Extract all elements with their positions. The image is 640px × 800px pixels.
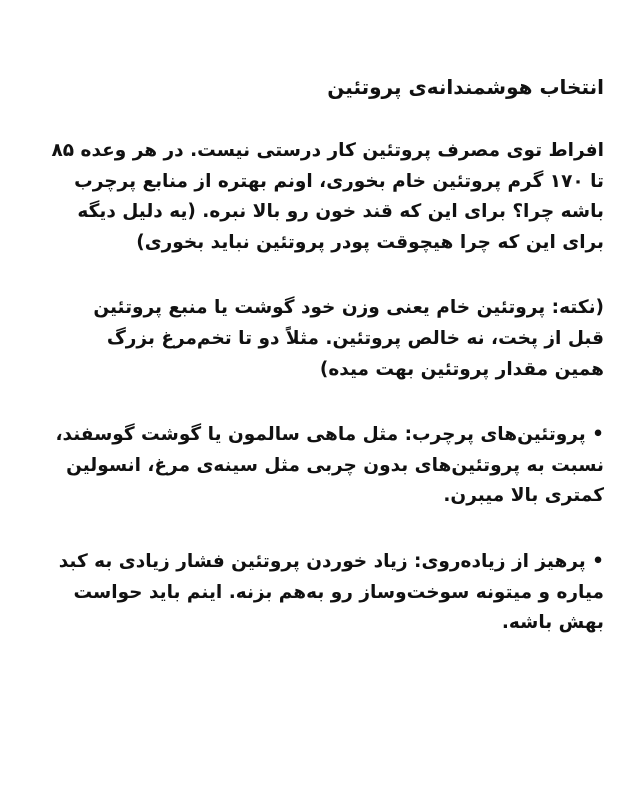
- paragraph-line: بهش باشه.: [501, 612, 604, 634]
- paragraph-line: (نکته: پروتئین خام یعنی وزن خود گوشت یا منبع پروتئین: [93, 297, 604, 319]
- paragraph-line: • پرهیز از زیاده‌روی: زیاد خوردن پروتئین فشار زیادی به کبد: [58, 550, 604, 572]
- paragraph-line: کمتری بالا میبرن.: [443, 485, 604, 507]
- paragraph-avoid-excess: [38, 547, 604, 639]
- paragraph-note: [38, 293, 604, 385]
- paragraph-line: • پروتئین‌های پرچرب: مثل ماهی سالمون یا گوشت گوسفند،: [55, 424, 604, 446]
- article-title: انتخاب هوشمندانه‌ی پروتئین: [327, 75, 604, 99]
- paragraph-line: قبل از پخت، نه خالص پروتئین. مثلاً دو تا تخم‌مرغ بزرگ: [106, 327, 604, 349]
- paragraph-protein-amount: [38, 136, 604, 258]
- paragraph-fatty-proteins: [38, 420, 604, 512]
- paragraph-line: برای این که چرا هیچوقت پودر پروتئین نباید بخوری): [136, 231, 604, 253]
- paragraph-line: نسبت به پروتئین‌های بدون چربی مثل سینه‌ی مرغ، انسولین: [66, 454, 604, 476]
- paragraph-line: همین مقدار پروتئین بهت میده): [319, 358, 604, 380]
- paragraph-line: باشه چرا؟ برای این که قند خون رو بالا نبره. (یه دلیل دیگه: [77, 201, 604, 223]
- article: [38, 72, 604, 674]
- paragraph-line: افراط توی مصرف پروتئین کار درستی نیست. در هر وعده ۸۵: [51, 140, 604, 161]
- paragraph-line: تا ۱۷۰ گرم پروتئین خام بخوری، اونم بهتره از منابع پرچرب: [74, 170, 604, 192]
- paragraph-line: میاره و میتونه سوخت‌وساز رو به‌هم بزنه. اینم باید حواست: [73, 581, 604, 603]
